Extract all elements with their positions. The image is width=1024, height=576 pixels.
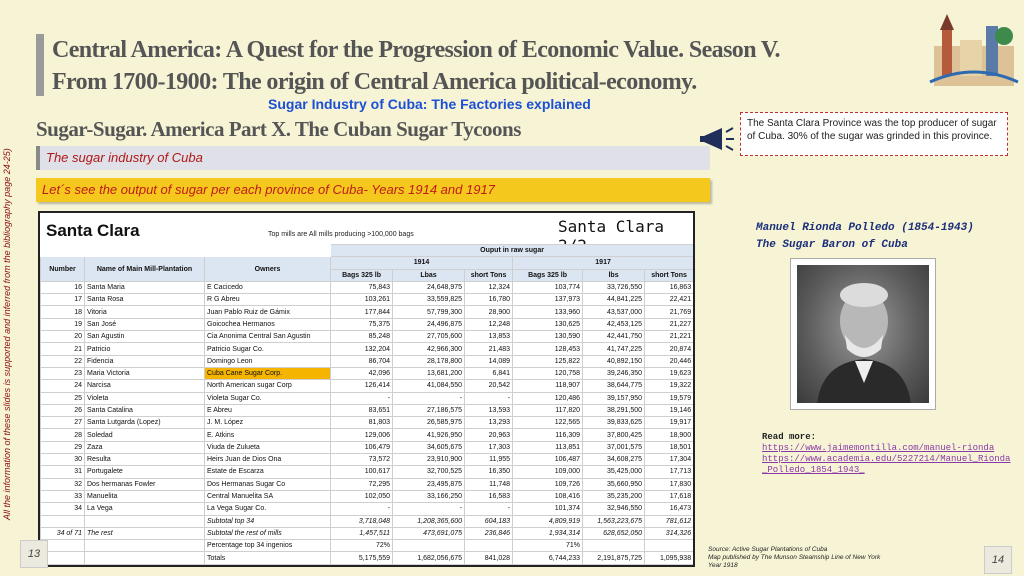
summary-value: 628,652,050 [583,527,645,539]
mill-number: 28 [41,429,85,441]
col-tons-1917: short Tons [645,269,694,281]
value-cell: 16,350 [465,466,513,478]
summary-value: 2,191,875,725 [583,552,645,564]
value-cell: 21,483 [465,343,513,355]
title-accent-bar [36,34,44,96]
side-note: All the information of these slides is supported and inferred from the bibliography page 24-25) [2,148,12,520]
mill-owner: J. M. López [205,417,331,429]
value-cell: 34,608,275 [583,454,645,466]
mill-owner: Cia Anonima Central San Agustin [205,331,331,343]
value-cell: 103,261 [331,294,393,306]
col-tons-1914: short Tons [465,269,513,281]
value-cell: 86,704 [331,355,393,367]
mill-name: Santa Maria [85,281,205,293]
table-row [41,294,694,306]
mill-name: Narcisa [85,380,205,392]
table-title: Santa Clara [46,221,140,240]
value-cell: 19,322 [645,380,694,392]
table-row [41,466,694,478]
value-cell: 44,841,225 [583,294,645,306]
value-cell: 17,618 [645,490,694,502]
value-cell: 106,479 [331,441,393,453]
summary-value: 3,718,048 [331,515,393,527]
value-cell: 41,747,225 [583,343,645,355]
value-cell: 40,892,150 [583,355,645,367]
mill-number: 34 [41,503,85,515]
mill-number: 19 [41,318,85,330]
subtitle: Sugar Industry of Cuba: The Factories explained [268,96,591,112]
mill-owner: E. Atkins [205,429,331,441]
mill-name: Violeta [85,392,205,404]
value-cell: 16,583 [465,490,513,502]
value-cell: 19,579 [645,392,694,404]
value-cell: 11,748 [465,478,513,490]
value-cell: 33,166,250 [393,490,465,502]
mill-name: Portugalete [85,466,205,478]
value-cell: 132,204 [331,343,393,355]
value-cell: 75,375 [331,318,393,330]
portrait-caption: Manuel Rionda Polledo (1854-1943) The Sugar Baron of Cuba [756,222,974,251]
mill-owner: R G Abreu [205,294,331,306]
mill-name: San Agustin [85,331,205,343]
mill-name: Santa Lutgarda (Lopez) [85,417,205,429]
mill-name: Fidencia [85,355,205,367]
table-note: Top mills are All mills producing >100,000 bags [268,231,414,238]
mill-number: 26 [41,404,85,416]
table-row [41,417,694,429]
table-row [41,281,694,293]
mill-number: 25 [41,392,85,404]
summary-value: 1,682,056,675 [393,552,465,564]
value-cell: 39,246,350 [583,367,645,379]
value-cell: 21,227 [645,318,694,330]
value-cell: - [465,503,513,515]
value-cell: 113,851 [513,441,583,453]
table-row [41,318,694,330]
summary-value: 5,175,559 [331,552,393,564]
value-cell: 21,221 [645,331,694,343]
summary-name [85,515,205,527]
value-cell: 13,293 [465,417,513,429]
summary-value [465,540,513,552]
section-bar: The sugar industry of Cuba [36,146,710,170]
value-cell: - [465,392,513,404]
value-cell: 20,874 [645,343,694,355]
value-cell: 130,590 [513,331,583,343]
value-cell: 27,705,600 [393,331,465,343]
summary-value [583,540,645,552]
year-1917: 1917 [513,257,694,269]
table-row [41,478,694,490]
summary-number: 34 of 71 [41,527,85,539]
col-bags-1914: Bags 325 lb [331,269,393,281]
col-name: Name of Main Mill-Plantation [85,257,205,282]
mill-name: Zaza [85,441,205,453]
table-row [41,380,694,392]
value-cell: 26,585,975 [393,417,465,429]
mill-number: 23 [41,367,85,379]
mill-name: Patricio [85,343,205,355]
header-row-group [41,245,694,257]
decorative-collage-icon [928,6,1020,90]
value-cell: 12,248 [465,318,513,330]
value-cell: 19,917 [645,417,694,429]
mill-number: 27 [41,417,85,429]
mill-number: 33 [41,490,85,502]
sugar-output-table [38,211,695,567]
mill-owner: Heirs Juan de Dios Ona [205,454,331,466]
callout-note: The Santa Clara Province was the top producer of sugar of Cuba. 30% of the sugar was grinded in this province. [740,112,1008,156]
value-cell: 101,374 [513,503,583,515]
mill-owner: E Cacicedo [205,281,331,293]
value-cell: 128,453 [513,343,583,355]
mill-number: 32 [41,478,85,490]
col-bags-1917: Bags 325 lb [513,269,583,281]
mill-owner: Juan Pablo Ruiz de Gámix [205,306,331,318]
value-cell: 122,565 [513,417,583,429]
value-cell: 116,309 [513,429,583,441]
mill-owner: Goicochea Hermanos [205,318,331,330]
summary-value [393,540,465,552]
table-row [41,404,694,416]
summary-value: 72% [331,540,393,552]
value-cell: 103,774 [513,281,583,293]
mill-owner: E Abreu [205,404,331,416]
value-cell: 11,955 [465,454,513,466]
value-cell: 72,295 [331,478,393,490]
value-cell: 109,000 [513,466,583,478]
value-cell: - [393,503,465,515]
mill-name: Vitoria [85,306,205,318]
link-academia[interactable]: https://www.academia.edu/5227214/Manuel_Rionda_Polledo_1854_1943_ [762,454,1011,475]
mill-owner: Viuda de Zulueta [205,441,331,453]
summary-label: Subtotal top 34 [205,515,331,527]
value-cell: 126,414 [331,380,393,392]
value-cell: 16,473 [645,503,694,515]
value-cell: 16,780 [465,294,513,306]
value-cell: 24,496,875 [393,318,465,330]
table-row [41,490,694,502]
page-title: Central America: A Quest for the Progression of Economic Value. Season V. From 1700-1900: The origin of Central America political-economy. [52,37,780,95]
value-cell: 129,006 [331,429,393,441]
summary-value: 314,326 [645,527,694,539]
value-cell: 42,966,300 [393,343,465,355]
value-cell: 20,963 [465,429,513,441]
col-owners: Owners [205,257,331,282]
value-cell: 37,800,425 [583,429,645,441]
summary-value: 1,563,223,675 [583,515,645,527]
source-note: Source: Active Sugar Plantations of Cuba Map published by The Munson Steamship Line of New York Year 1918 [708,546,881,569]
value-cell: 28,178,800 [393,355,465,367]
value-cell: 117,820 [513,404,583,416]
summary-value: 781,612 [645,515,694,527]
mill-owner: Domingo Leon [205,355,331,367]
mill-number: 16 [41,281,85,293]
value-cell: 37,001,575 [583,441,645,453]
value-cell: 32,700,525 [393,466,465,478]
value-cell: 35,425,000 [583,466,645,478]
value-cell: 73,572 [331,454,393,466]
value-cell: 102,050 [331,490,393,502]
mill-number: 17 [41,294,85,306]
portrait-photo [790,258,936,410]
value-cell: - [331,392,393,404]
mill-owner: La Vega Sugar Co. [205,503,331,515]
mill-number: 29 [41,441,85,453]
summary-label: Subtotal the rest of mills [205,527,331,539]
read-more-label: Read more: [762,432,817,442]
value-cell: - [393,392,465,404]
value-cell: 35,235,200 [583,490,645,502]
value-cell: 118,907 [513,380,583,392]
summary-row [41,552,694,564]
value-cell: 108,416 [513,490,583,502]
summary-label: Percentage top 34 ingenios [205,540,331,552]
value-cell: 16,863 [645,281,694,293]
year-1914: 1914 [331,257,513,269]
value-cell: 120,486 [513,392,583,404]
summary-value: 604,183 [465,515,513,527]
value-cell: 133,960 [513,306,583,318]
mill-name: La Vega [85,503,205,515]
value-cell: 42,453,125 [583,318,645,330]
table-row [41,331,694,343]
value-cell: 41,926,950 [393,429,465,441]
value-cell: 38,644,775 [583,380,645,392]
mill-number: 22 [41,355,85,367]
summary-name [85,552,205,564]
col-lbs-1917: lbs [583,269,645,281]
value-cell: 109,726 [513,478,583,490]
highlight-bar: Let´s see the output of sugar per each province of Cuba- Years 1914 and 1917 [36,178,710,202]
mill-name: Santa Catalina [85,404,205,416]
page-number-left: 13 [20,540,48,568]
read-more [762,432,1012,476]
header-row-years [41,257,694,269]
mill-name: Resulta [85,454,205,466]
value-cell: 21,769 [645,306,694,318]
table-row [41,367,694,379]
table-row [41,306,694,318]
table-row [41,429,694,441]
value-cell: 57,799,300 [393,306,465,318]
value-cell: 13,593 [465,404,513,416]
summary-value: 6,744,233 [513,552,583,564]
value-cell: 75,843 [331,281,393,293]
value-cell: 42,441,750 [583,331,645,343]
summary-row [41,540,694,552]
table-row [41,343,694,355]
value-cell: 83,651 [331,404,393,416]
summary-value [645,540,694,552]
value-cell: 100,617 [331,466,393,478]
value-cell: 34,605,675 [393,441,465,453]
link-jaimemontilla[interactable]: https://www.jaimemontilla.com/manuel-rionda [762,443,995,453]
mill-owner: Dos Hermanas Sugar Co [205,478,331,490]
value-cell: 120,758 [513,367,583,379]
table-row [41,503,694,515]
summary-number [41,515,85,527]
mill-name: Soledad [85,429,205,441]
mill-owner: Patricio Sugar Co. [205,343,331,355]
col-lbs-1914: Lbas [393,269,465,281]
summary-value: 4,809,919 [513,515,583,527]
mill-owner: North American sugar Corp [205,380,331,392]
page-number-right: 14 [984,546,1012,574]
summary-name [85,540,205,552]
value-cell: 14,089 [465,355,513,367]
summary-row [41,527,694,539]
table-row [41,454,694,466]
value-cell: 33,726,550 [583,281,645,293]
table-row [41,392,694,404]
mill-name: San José [85,318,205,330]
value-cell: 17,713 [645,466,694,478]
value-cell: 35,660,950 [583,478,645,490]
value-cell: 12,324 [465,281,513,293]
mill-owner: Central Manuelita SA [205,490,331,502]
summary-value: 1,208,365,600 [393,515,465,527]
value-cell: 32,946,550 [583,503,645,515]
data-table [40,244,694,565]
summary-label: Totals [205,552,331,564]
mill-number: 21 [41,343,85,355]
value-cell: 17,830 [645,478,694,490]
mill-name: Santa Rosa [85,294,205,306]
mill-number: 31 [41,466,85,478]
summary-value: 71% [513,540,583,552]
mill-owner: Estate de Escarza [205,466,331,478]
table-row [41,441,694,453]
value-cell: 24,648,975 [393,281,465,293]
mill-number: 20 [41,331,85,343]
value-cell: 27,186,575 [393,404,465,416]
value-cell: 130,625 [513,318,583,330]
value-cell: 20,542 [465,380,513,392]
value-cell: 177,844 [331,306,393,318]
value-cell: 6,841 [465,367,513,379]
value-cell: 85,248 [331,331,393,343]
group-header: Ouput in raw sugar [331,245,694,257]
value-cell: 125,822 [513,355,583,367]
value-cell: 17,303 [465,441,513,453]
summary-value: 1,095,938 [645,552,694,564]
value-cell: 42,096 [331,367,393,379]
mill-number: 18 [41,306,85,318]
value-cell: 19,623 [645,367,694,379]
value-cell: 13,853 [465,331,513,343]
value-cell: 23,495,875 [393,478,465,490]
value-cell: 13,681,200 [393,367,465,379]
portrait-figure-icon [797,265,929,403]
value-cell: 39,833,625 [583,417,645,429]
summary-value: 236,846 [465,527,513,539]
value-cell: 39,157,950 [583,392,645,404]
value-cell: 28,900 [465,306,513,318]
mill-owner: Cuba Cane Sugar Corp. [205,367,331,379]
value-cell: 19,146 [645,404,694,416]
table-row [41,355,694,367]
mill-name: Dos hermanas Fowler [85,478,205,490]
value-cell: 43,537,000 [583,306,645,318]
mill-name: Maria Victoria [85,367,205,379]
col-number: Number [41,257,85,282]
value-cell: 18,501 [645,441,694,453]
value-cell: 41,084,550 [393,380,465,392]
mill-name: Manuelita [85,490,205,502]
value-cell: 23,910,900 [393,454,465,466]
summary-row [41,515,694,527]
mill-number: 30 [41,454,85,466]
value-cell: 20,446 [645,355,694,367]
summary-value: 1,457,511 [331,527,393,539]
value-cell: 81,803 [331,417,393,429]
section-title: Sugar-Sugar. America Part X. The Cuban Sugar Tycoons [36,117,521,141]
value-cell: 22,421 [645,294,694,306]
table-page-label: Santa Clara [558,217,664,236]
summary-name: The rest [85,527,205,539]
value-cell: 18,900 [645,429,694,441]
value-cell: 106,487 [513,454,583,466]
mill-number: 24 [41,380,85,392]
value-cell: 38,291,500 [583,404,645,416]
summary-value: 841,028 [465,552,513,564]
summary-value: 1,934,314 [513,527,583,539]
value-cell: 33,559,825 [393,294,465,306]
value-cell: - [331,503,393,515]
mill-owner: Violeta Sugar Co. [205,392,331,404]
summary-value: 473,691,075 [393,527,465,539]
value-cell: 17,304 [645,454,694,466]
value-cell: 137,973 [513,294,583,306]
